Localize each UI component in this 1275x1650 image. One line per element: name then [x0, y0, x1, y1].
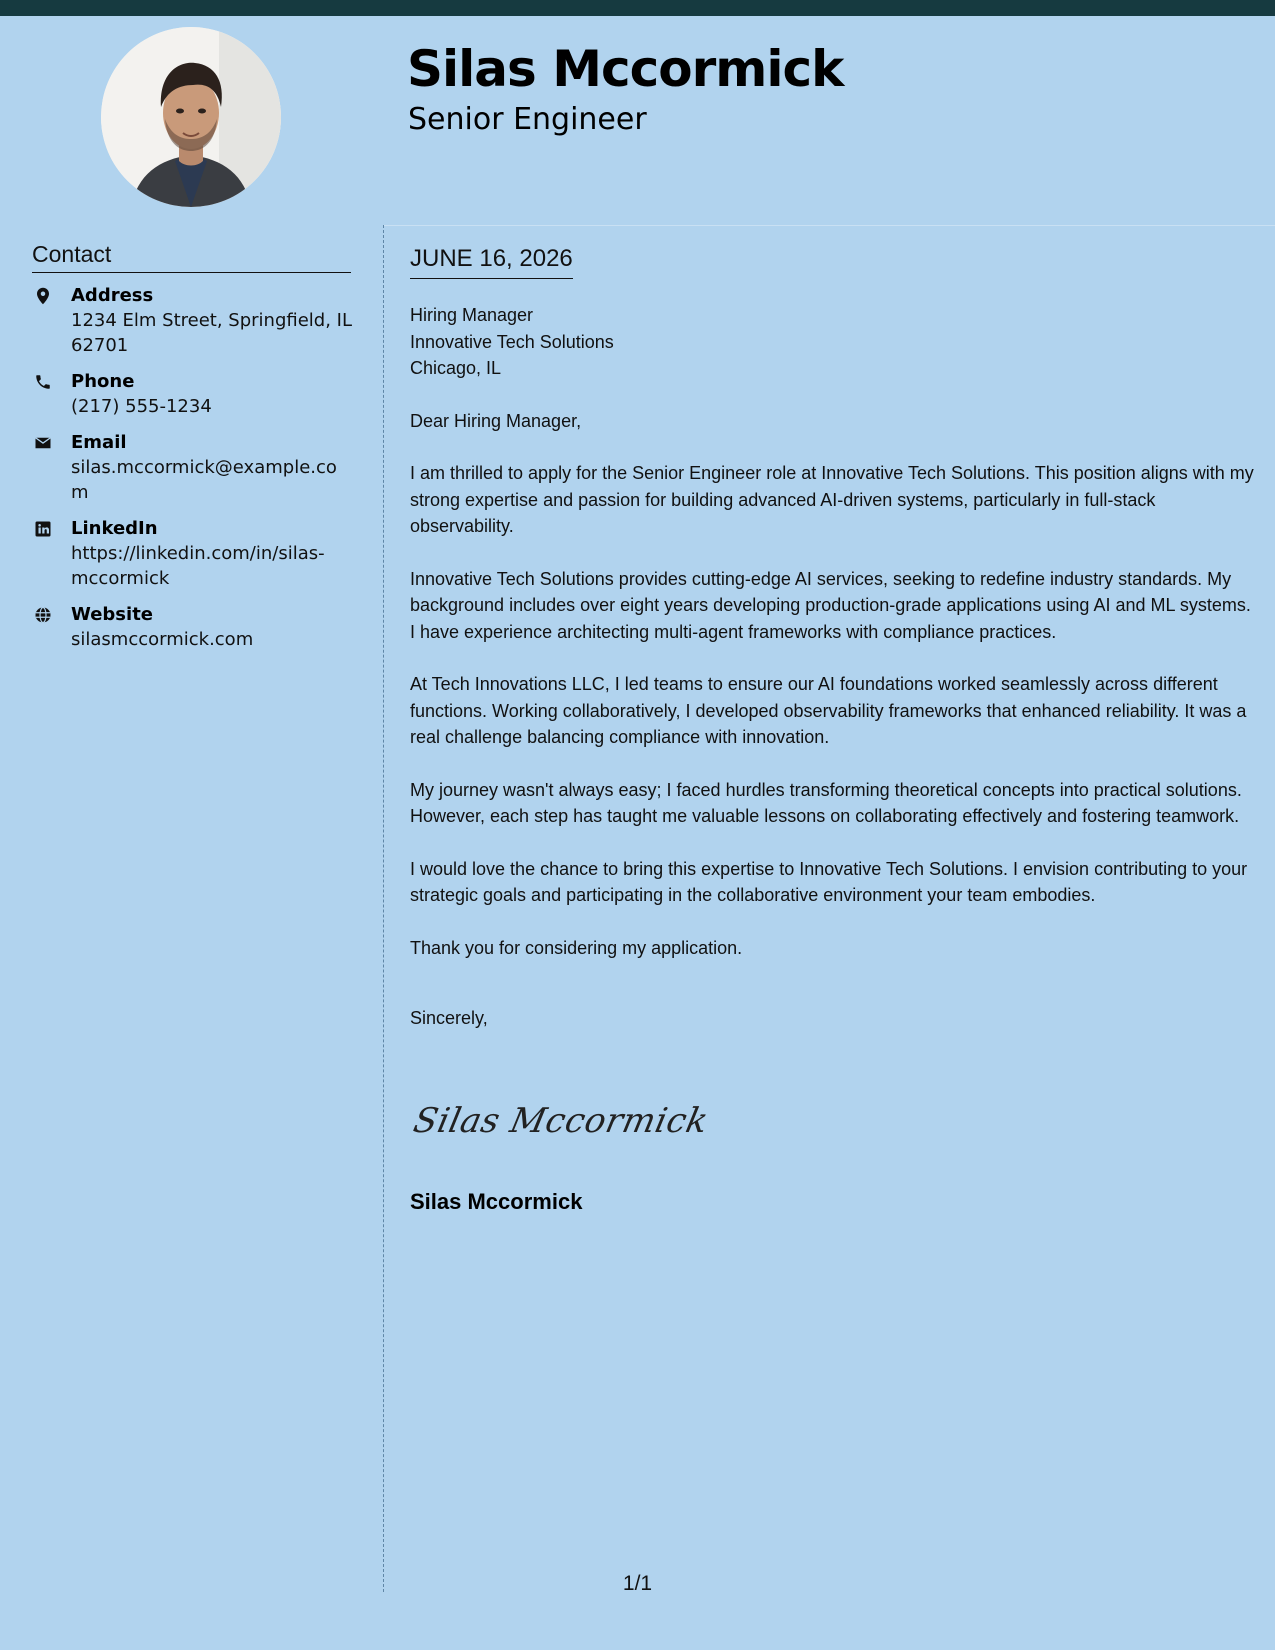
contact-heading: Contact — [32, 241, 351, 273]
globe-icon — [34, 606, 52, 624]
letter-body — [410, 302, 1255, 1058]
candidate-name: Silas Mccormick — [407, 40, 844, 98]
recipient-company: Innovative Tech Solutions — [410, 331, 614, 352]
closing: Sincerely, — [410, 1008, 488, 1028]
phone-icon — [34, 373, 52, 391]
contact-label: LinkedIn — [71, 518, 158, 539]
map-pin-icon — [34, 287, 52, 305]
contact-value[interactable]: silasmccormick.com — [71, 629, 254, 650]
linkedin-icon — [34, 520, 52, 538]
contact-value[interactable]: silas.mccormick@example.com — [71, 457, 337, 503]
letter-paragraph: I would love the chance to bring this expertise to Innovative Tech Solutions. I envision contributing to your strategic goals and participating in the collaborative environment your team embodies. — [410, 858, 1248, 905]
recipient-name: Hiring Manager — [410, 305, 534, 325]
handwritten-signature: Silas Mccormick — [410, 1101, 712, 1141]
header-divider — [384, 225, 1275, 226]
contact-address — [32, 284, 352, 358]
job-title: Senior Engineer — [408, 102, 647, 137]
letter-paragraph: I am thrilled to apply for the Senior Engineer role at Innovative Tech Solutions. This position aligns with my strong expertise and passion for building advanced AI-driven systems, particularly in full-stack observability. — [410, 463, 1254, 536]
contact-label: Website — [71, 604, 154, 625]
salutation: Dear Hiring Manager, — [410, 410, 582, 431]
signed-name: Silas Mccormick — [410, 1189, 583, 1214]
contact-phone — [32, 370, 352, 419]
contact-label: Address — [71, 285, 154, 306]
email-icon — [34, 434, 52, 452]
avatar — [101, 27, 281, 207]
letter-date: JUNE 16, 2026 — [410, 245, 573, 279]
contact-label: Phone — [71, 371, 135, 392]
contact-linkedin — [32, 517, 352, 591]
contact-email — [32, 431, 352, 505]
letter-paragraph: My journey wasn't always easy; I faced hurdles transforming theoretical concepts into practical solutions. However, each step has taught me valuable lessons on collaborating effectively and fostering teamwork. — [410, 779, 1242, 826]
letter-paragraph: Thank you for considering my application. — [410, 937, 743, 958]
recipient-block — [410, 302, 1255, 382]
top-accent-bar — [0, 0, 1275, 16]
letter-paragraph: Innovative Tech Solutions provides cutting-edge AI services, seeking to redefine industry standards. My background includes over eight years developing production-grade applications using AI and ML systems. I have experience architecting multi-agent frameworks with compliance practices. — [410, 568, 1251, 642]
portrait-photo — [101, 27, 281, 207]
contact-website — [32, 603, 352, 652]
page-number: 1/1 — [622, 1572, 653, 1595]
contact-value[interactable]: https://linkedin.com/in/silas-mccormick — [71, 543, 325, 589]
contact-label: Email — [71, 432, 127, 453]
letter-paragraph: At Tech Innovations LLC, I led teams to ensure our AI foundations worked seamlessly across different functions. Working collaboratively, I developed observability frameworks that enhanced reliability. It was a real challenge balancing compliance with innovation. — [410, 674, 1247, 747]
contact-value: 1234 Elm Street, Springfield, IL 62701 — [71, 310, 353, 356]
contact-value: (217) 555-1234 — [71, 396, 212, 417]
contact-list — [32, 284, 352, 664]
recipient-location: Chicago, IL — [410, 358, 502, 378]
column-divider — [383, 225, 384, 1592]
